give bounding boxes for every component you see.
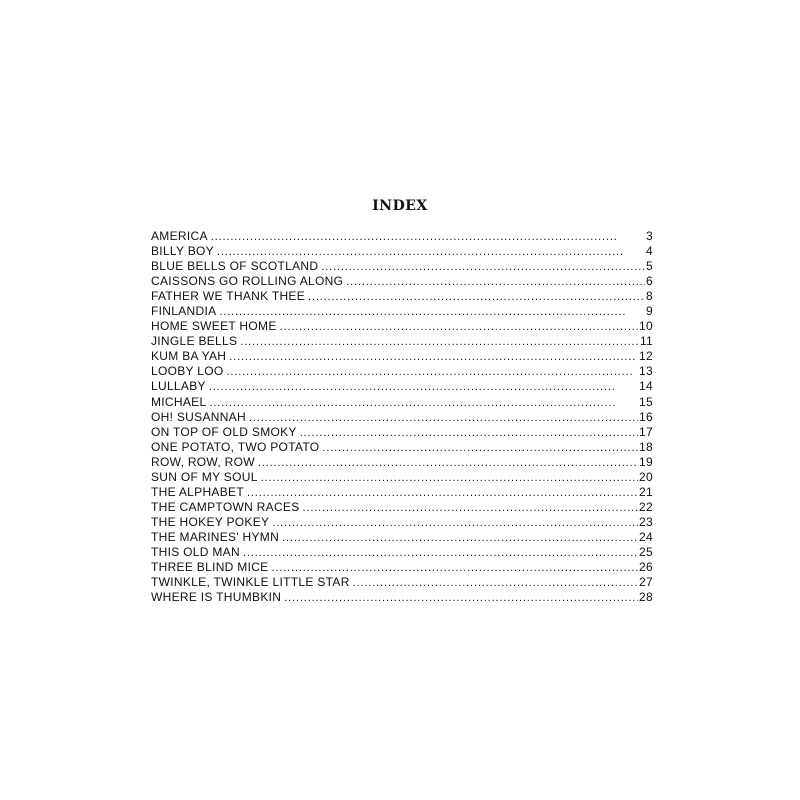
index-entry — [151, 319, 653, 334]
index-entry — [151, 455, 653, 470]
index-entry-title: THREE BLIND MICE — [151, 560, 269, 575]
index-entry-title: MICHAEL — [151, 394, 207, 409]
index-entry-page-number: 5 — [646, 259, 653, 274]
index-entry — [151, 470, 653, 485]
index-entry-title: TWINKLE, TWINKLE LITTLE STAR — [151, 575, 350, 590]
index-entry-page-number: 23 — [639, 514, 653, 529]
index-entry — [151, 575, 653, 590]
index-entry — [151, 334, 653, 349]
index-entry — [151, 425, 653, 440]
dot-leader — [261, 471, 638, 486]
index-entry-page-number: 13 — [639, 364, 653, 379]
index-entry — [151, 515, 653, 530]
index-entry — [151, 530, 653, 545]
index-entry-title: FATHER WE THANK THEE — [151, 289, 306, 304]
index-entry — [151, 590, 653, 605]
index-entry-title: THE ALPHABET — [151, 484, 244, 499]
dot-leader — [240, 335, 639, 350]
index-entry — [151, 440, 653, 455]
index-entry-title: WHERE IS THUMBKIN — [151, 590, 282, 605]
index-entry-title: ROW, ROW, ROW — [151, 454, 255, 469]
index-entry-page-number: 4 — [646, 244, 653, 259]
index-entry-page-number: 16 — [639, 409, 653, 424]
index-entry-page-number: 21 — [639, 484, 653, 499]
dot-leader — [300, 426, 638, 441]
dot-leader — [217, 245, 645, 260]
dot-leader — [282, 531, 638, 546]
index-entry-page-number: 26 — [639, 560, 653, 575]
dot-leader — [272, 516, 638, 531]
dot-leader — [247, 486, 638, 501]
index-entry-title: CAISSONS GO ROLLING ALONG — [151, 274, 344, 289]
dot-leader — [211, 230, 645, 245]
index-entry-page-number: 8 — [646, 289, 653, 304]
dot-leader — [243, 546, 638, 561]
dot-leader — [280, 320, 638, 335]
dot-leader — [209, 380, 638, 395]
dot-leader — [308, 290, 645, 305]
index-entry-title: SUN OF MY SOUL — [151, 469, 258, 484]
dot-leader — [227, 365, 639, 380]
index-entry-page-number: 9 — [646, 304, 653, 319]
dot-leader — [258, 456, 638, 471]
index-entry-page-number: 22 — [639, 499, 653, 514]
index-entry — [151, 560, 653, 575]
index-entry — [151, 379, 653, 394]
index-entry — [151, 244, 653, 259]
dot-leader — [219, 305, 645, 320]
index-entry-page-number: 20 — [639, 469, 653, 484]
index-entry-title: THE MARINES' HYMN — [151, 529, 280, 544]
index-entry-page-number: 3 — [646, 229, 653, 243]
dot-leader — [284, 591, 638, 606]
index-entry-page-number: 24 — [639, 529, 653, 544]
index-entry-page-number: 17 — [639, 424, 653, 439]
index-entry-page-number: 25 — [639, 544, 653, 559]
index-entry — [151, 259, 653, 274]
index-entry — [151, 304, 653, 319]
index-entry-page-number: 27 — [639, 575, 653, 590]
index-entry — [151, 289, 653, 304]
dot-leader — [346, 275, 645, 290]
index-entry-title: HOME SWEET HOME — [151, 319, 277, 334]
index-entry — [151, 229, 653, 244]
index-entry — [151, 274, 653, 289]
index-entry — [151, 485, 653, 500]
dot-leader — [322, 441, 638, 456]
page-title: INDEX — [372, 198, 428, 214]
dot-leader — [209, 396, 638, 411]
index-entry-page-number: 6 — [646, 274, 653, 289]
index-entry-title: ONE POTATO, TWO POTATO — [151, 439, 320, 454]
dot-leader — [321, 260, 645, 275]
dot-leader — [271, 561, 638, 576]
index-entry — [151, 364, 653, 379]
dot-leader — [249, 411, 638, 426]
index-entry-title: THE HOKEY POKEY — [151, 514, 270, 529]
index-entry-title: THE CAMPTOWN RACES — [151, 499, 300, 514]
index-entry-title: BILLY BOY — [151, 244, 214, 259]
index-entry-title: THIS OLD MAN — [151, 544, 240, 559]
dot-leader — [229, 350, 638, 365]
index-entry-title: OH! SUSANNAH — [151, 409, 246, 424]
index-entry — [151, 410, 653, 425]
index-entry-title: FINLANDIA — [151, 304, 217, 319]
index-entry-page-number: 19 — [639, 454, 653, 469]
index-entry-page-number: 15 — [639, 394, 653, 409]
index-entry-title: BLUE BELLS OF SCOTLAND — [151, 259, 319, 274]
dot-leader — [303, 501, 639, 516]
index-entry-title: LOOBY LOO — [151, 364, 224, 379]
index-list — [151, 229, 653, 605]
index-entry — [151, 500, 653, 515]
index-entry-page-number: 12 — [639, 349, 653, 364]
dot-leader — [353, 576, 638, 591]
index-entry-title: JINGLE BELLS — [151, 334, 238, 349]
index-entry — [151, 395, 653, 410]
index-entry — [151, 349, 653, 364]
index-entry-page-number: 10 — [639, 319, 653, 334]
index-entry-page-number: 14 — [639, 379, 653, 394]
index-entry-title: ON TOP OF OLD SMOKY — [151, 424, 297, 439]
index-entry — [151, 545, 653, 560]
index-entry-title: AMERICA — [151, 229, 208, 243]
index-entry-page-number: 11 — [639, 334, 653, 349]
index-entry-title: KUM BA YAH — [151, 349, 227, 364]
index-entry-title: LULLABY — [151, 379, 206, 394]
index-entry-page-number: 28 — [639, 590, 653, 605]
index-entry-page-number: 18 — [639, 439, 653, 454]
